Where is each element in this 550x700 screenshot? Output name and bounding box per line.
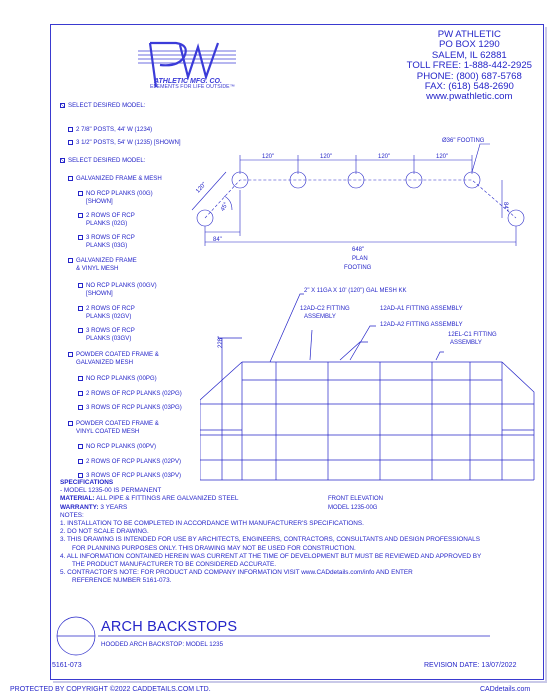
- company-address-2: SALEM, IL 62881: [431, 49, 507, 61]
- note-line: 2. DO NOT SCALE DRAWING.: [60, 528, 149, 536]
- checkbox[interactable]: [78, 306, 83, 311]
- elevation-c1-label: ASSEMBLY: [450, 340, 482, 346]
- plan-dim: 84": [502, 202, 508, 211]
- checkbox[interactable]: [78, 328, 83, 333]
- option-label: 3 ROWS OF RCP: [86, 327, 135, 334]
- plan-dim: 45°: [220, 201, 230, 213]
- option-label: PLANKS (02G): [86, 220, 128, 227]
- company-info: [407, 30, 532, 103]
- logo-tagline: ELEMENTS FOR LIFE OUTSIDE™: [150, 84, 236, 90]
- option-label: 3 ROWS OF RCP PLANKS (03PG): [86, 404, 182, 411]
- elevation-a2-label: 12AD-A2 FITTING ASSEMBLY: [380, 322, 463, 328]
- plan-dim: 120": [195, 181, 208, 195]
- checkbox[interactable]: [78, 459, 83, 464]
- material-value: ALL PIPE & FITTINGS ARE GALVANIZED STEEL: [96, 495, 239, 503]
- option-label: 2 7/8" POSTS, 44' W (1234): [76, 126, 153, 133]
- company-website[interactable]: www.pwathletic.com: [426, 91, 513, 103]
- note-line: THE PRODUCT MANUFACTURER TO BE CONSIDERED ACCURATE.: [72, 561, 277, 569]
- option-label: NO RCP PLANKS (00PV): [86, 443, 156, 450]
- checkbox[interactable]: [78, 444, 83, 449]
- revision-date: REVISION DATE: 13/07/2022: [424, 662, 517, 669]
- checkbox[interactable]: [68, 421, 73, 426]
- checkbox[interactable]: [60, 158, 65, 163]
- option-label: POWDER COATED FRAME &: [76, 420, 159, 427]
- checkbox[interactable]: [78, 473, 83, 478]
- elevation-a1-label: 12AD-A1 FITTING ASSEMBLY: [380, 306, 463, 312]
- drawing-title: ARCH BACKSTOPS: [101, 619, 238, 635]
- plan-caption: PLAN: [352, 256, 368, 262]
- option-label: NO RCP PLANKS (00PG): [86, 375, 157, 382]
- option-label: GALVANIZED FRAME & MESH: [76, 175, 162, 182]
- logo-wordmark: ATHLETIC MFG. CO.: [154, 78, 222, 85]
- plan-dim: 120": [378, 154, 391, 160]
- reference-number: 5161-073: [52, 662, 82, 669]
- elevation-height-label: 228": [218, 335, 224, 348]
- option-label: NO RCP PLANKS (00GV): [86, 282, 157, 289]
- option-label: SELECT DESIRED MODEL:: [68, 102, 146, 109]
- note-line: 3. THIS DRAWING IS INTENDED FOR USE BY ARCHITECTS, ENGINEERS, CONTRACTORS, CONSULTANTS AND DESIGN PROFESSIONALS: [60, 536, 480, 544]
- note-line: 1. INSTALLATION TO BE COMPLETED IN ACCORDANCE WITH MANUFACTURER'S SPECIFICATIONS.: [60, 520, 364, 528]
- specs-header: SPECIFICATIONS: [60, 479, 114, 486]
- elevation-c1-label: 12EL-C1 FITTING: [448, 332, 497, 338]
- elevation-caption: MODEL 1235-00G: [328, 505, 378, 511]
- warranty-value: 3 YEARS: [100, 503, 128, 511]
- company-fax: FAX: (618) 548-2690: [424, 81, 514, 93]
- checkbox[interactable]: [68, 127, 73, 132]
- caddetails-link[interactable]: CADdetails.com: [480, 686, 531, 693]
- plan-dim: 648": [352, 247, 365, 253]
- option-label: [SHOWN]: [86, 198, 113, 205]
- plan-dim: 84": [213, 237, 222, 243]
- plan-dim: 120": [320, 154, 333, 160]
- option-label: 2 ROWS OF RCP PLANKS (02PV): [86, 458, 182, 465]
- option-label: 3 ROWS OF RCP PLANKS (03PV): [86, 472, 182, 479]
- drawing-subtitle: HOODED ARCH BACKSTOP: MODEL 1235: [101, 641, 224, 648]
- checkbox[interactable]: [78, 213, 83, 218]
- note-line: 5. CONTRACTOR'S NOTE: FOR PRODUCT AND COMPANY INFORMATION VISIT www.CADdetails.com/info AND ENTER: [60, 569, 413, 577]
- company-toll-free: TOLL FREE: 1-888-442-2925: [406, 60, 532, 72]
- plan-dim: 120": [436, 154, 449, 160]
- note-line: REFERENCE NUMBER 5161-073.: [72, 577, 172, 585]
- option-label: 2 ROWS OF RCP: [86, 212, 135, 219]
- plan-dim: 120": [262, 154, 275, 160]
- option-label: 3 1/2" POSTS, 54' W (1235) [SHOWN]: [76, 139, 181, 146]
- option-label: & VINYL MESH: [76, 265, 119, 272]
- specifications-notes: [60, 479, 515, 586]
- notes-header: NOTES:: [60, 511, 84, 519]
- option-label: 2 ROWS OF RCP: [86, 305, 135, 312]
- checkbox[interactable]: [68, 140, 73, 145]
- note-line: FOR PLANNING PURPOSES ONLY. THIS DRAWING MAY NOT BE USED FOR CONSTRUCTION.: [72, 544, 356, 552]
- elevation-c2-label: 12AD-C2 FITTING: [300, 306, 350, 312]
- elevation-caption: FRONT ELEVATION: [328, 496, 384, 502]
- specs-line: - MODEL 1235-00 IS PERMANENT: [60, 487, 162, 495]
- company-address-1: PO BOX 1290: [438, 39, 500, 51]
- plan-caption: FOOTING: [344, 265, 372, 271]
- copyright-notice: PROTECTED BY COPYRIGHT ©2022 CADDETAILS.COM LTD.: [10, 686, 211, 693]
- checkbox[interactable]: [78, 283, 83, 288]
- checkbox[interactable]: [78, 376, 83, 381]
- option-label: VINYL COATED MESH: [76, 428, 140, 435]
- option-label: PLANKS (03GV): [86, 335, 132, 342]
- option-label: [SHOWN]: [86, 290, 113, 297]
- note-line: 4. ALL INFORMATION CONTAINED HEREIN WAS CURRENT AT THE TIME OF DEVELOPMENT BUT MUST BE REVIEWED AND APPROVED BY: [60, 552, 482, 560]
- company-logo: [136, 37, 246, 91]
- option-label: GALVANIZED FRAME: [76, 257, 137, 264]
- company-phone: PHONE: (800) 687-5768: [416, 70, 522, 82]
- option-label: 3 ROWS OF RCP: [86, 234, 135, 241]
- option-label: 2 ROWS OF RCP PLANKS (02PG): [86, 390, 182, 397]
- option-label: SELECT DESIRED MODEL:: [68, 157, 146, 164]
- checkbox[interactable]: [78, 405, 83, 410]
- checkbox[interactable]: [60, 103, 65, 108]
- material-label: MATERIAL:: [60, 495, 95, 503]
- elevation-mesh-label: 2" X 11GA X 10' (120") GAL MESH KK: [304, 288, 407, 294]
- option-label: NO RCP PLANKS (00G): [86, 190, 153, 197]
- checkbox[interactable]: [78, 235, 83, 240]
- company-name: PW ATHLETIC: [437, 29, 501, 40]
- option-label: POWDER COATED FRAME &: [76, 351, 159, 358]
- checkbox[interactable]: [78, 391, 83, 396]
- checkbox[interactable]: [78, 191, 83, 196]
- warranty-label: WARRANTY:: [60, 503, 99, 511]
- checkbox[interactable]: [68, 258, 73, 263]
- option-label: PLANKS (02GV): [86, 313, 132, 320]
- elevation-c2-label: ASSEMBLY: [304, 314, 336, 320]
- checkbox[interactable]: [68, 176, 73, 181]
- checkbox[interactable]: [68, 352, 73, 357]
- option-label: GALVANIZED MESH: [76, 359, 133, 366]
- plan-footing-drawing: [180, 130, 540, 280]
- option-label: PLANKS (03G): [86, 242, 128, 249]
- plan-footing-label: Ø36" FOOTING: [442, 138, 485, 144]
